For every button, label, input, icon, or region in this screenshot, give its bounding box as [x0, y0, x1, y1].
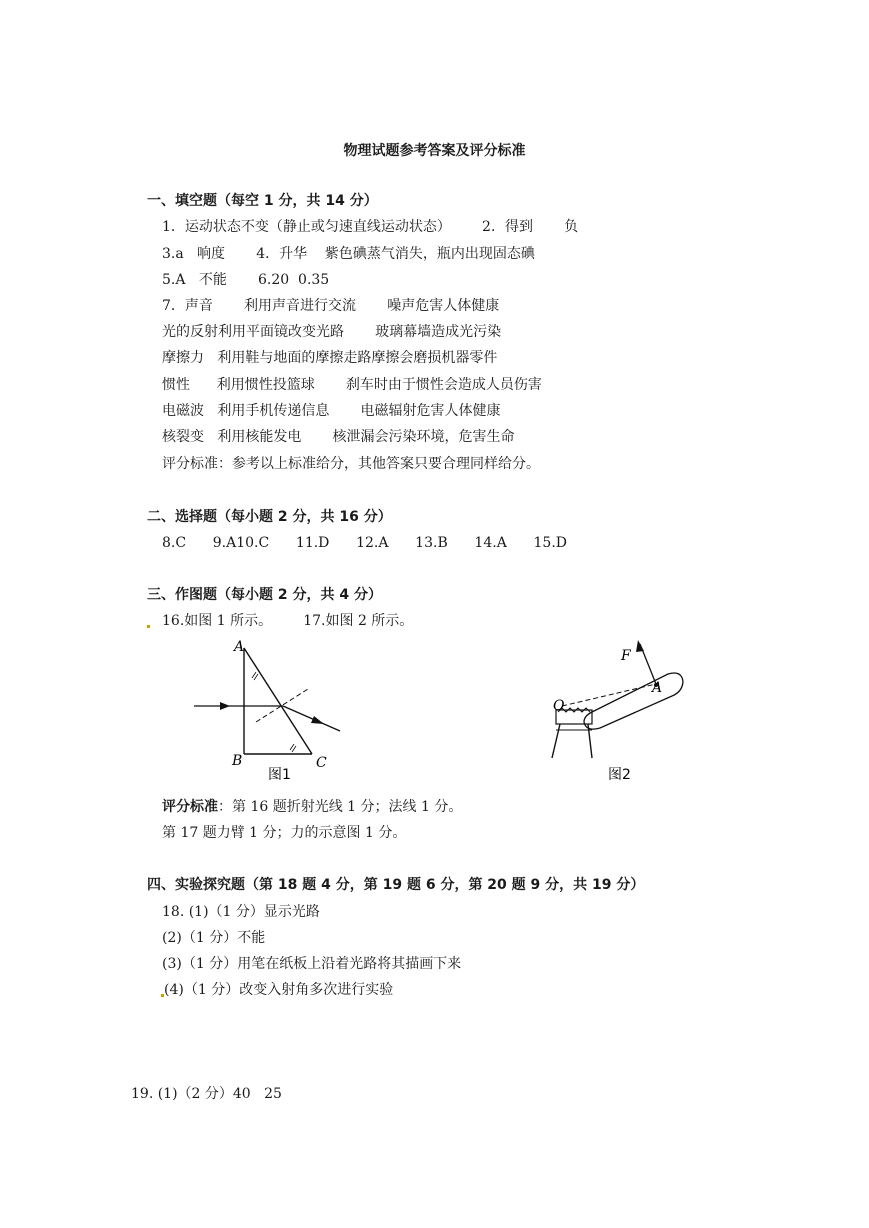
s1-line-2: 3.a 响度 4．升华 紫色碘蒸气消失，瓶内出现固态碘 — [162, 246, 535, 262]
s1-line-6: 摩擦力 利用鞋与地面的摩擦走路摩擦会磨损机器零件 — [162, 350, 498, 366]
margin-mark — [147, 625, 150, 628]
s1-line-9: 核裂变 利用核能发电 核泄漏会污染环境，危害生命 — [162, 429, 515, 445]
s4-line-3: (3)（1 分）用笔在纸板上沿着光路将其描画下来 — [162, 956, 462, 972]
s4-line-1: 18. (1)（1 分）显示光路 — [162, 904, 320, 920]
figure-1-prism — [190, 634, 360, 786]
label-o: O — [553, 698, 565, 714]
force-arm-line — [562, 684, 656, 706]
s4-line-4: (4)（1 分）改变入射角多次进行实验 — [164, 982, 394, 998]
s1-line-1: 1．运动状态不变（静止或匀速直线运动状态） 2．得到 负 — [162, 219, 579, 235]
force-arrowhead — [636, 640, 644, 652]
s3-grading-line-1 — [162, 798, 462, 816]
bottle-left — [552, 724, 560, 758]
figure-1-caption: 图1 — [268, 767, 291, 783]
figure-2-lever — [540, 634, 690, 786]
s1-line-8: 电磁波 利用手机传递信息 电磁辐射危害人体健康 — [162, 403, 501, 419]
s1-line-5: 光的反射利用平面镜改变光路 玻璃幕墙造成光污染 — [162, 324, 502, 340]
figure-2-caption: 图2 — [608, 767, 631, 783]
grading-label: 评分标准 — [162, 799, 218, 815]
incident-arrow — [220, 702, 230, 710]
s1-grading: 评分标准：参考以上标准给分，其他答案只要合理同样给分。 — [162, 456, 540, 472]
s3-grading-line-2: 第 17 题力臂 1 分；力的示意图 1 分。 — [162, 825, 407, 841]
grading-rest: ：第 16 题折射光线 1 分；法线 1 分。 — [218, 799, 463, 815]
section2-heading: 二、选择题（每小题 2 分，共 16 分） — [147, 509, 392, 525]
q19-line: 19. (1)（2 分）40 25 — [131, 1086, 282, 1102]
label-a: A — [234, 639, 245, 655]
section3-heading: 三、作图题（每小题 2 分，共 4 分） — [147, 587, 382, 603]
prism-side-ac — [244, 648, 312, 754]
s1-line-3: 5.A 不能 6.20 0.35 — [162, 272, 330, 288]
s1-line-4: 7．声音 利用声音进行交流 噪声危害人体健康 — [162, 298, 500, 314]
label-a: A — [652, 680, 663, 696]
refracted-arrow — [311, 716, 324, 724]
label-b: B — [232, 753, 243, 769]
s3-line: 16.如图 1 所示。 17.如图 2 所示。 — [162, 613, 414, 629]
section1-heading: 一、填空题（每空 1 分，共 14 分） — [147, 193, 378, 209]
refracted-ray — [283, 706, 340, 731]
s2-answers: 8.C 9.A10.C 11.D 12.A 13.B 14.A 15.D — [162, 535, 568, 551]
lever-handle — [584, 673, 683, 729]
s4-line-2: (2)（1 分）不能 — [162, 930, 266, 946]
page-title: 物理试题参考答案及评分标准 — [343, 143, 526, 159]
label-c: C — [316, 755, 327, 771]
label-f: F — [621, 648, 631, 664]
section4-heading: 四、实验探究题（第 18 题 4 分，第 19 题 6 分，第 20 题 9 分，共 19 分） — [147, 877, 645, 893]
s1-line-7: 惯性 利用惯性投篮球 刹车时由于惯性会造成人员伤害 — [162, 377, 542, 393]
